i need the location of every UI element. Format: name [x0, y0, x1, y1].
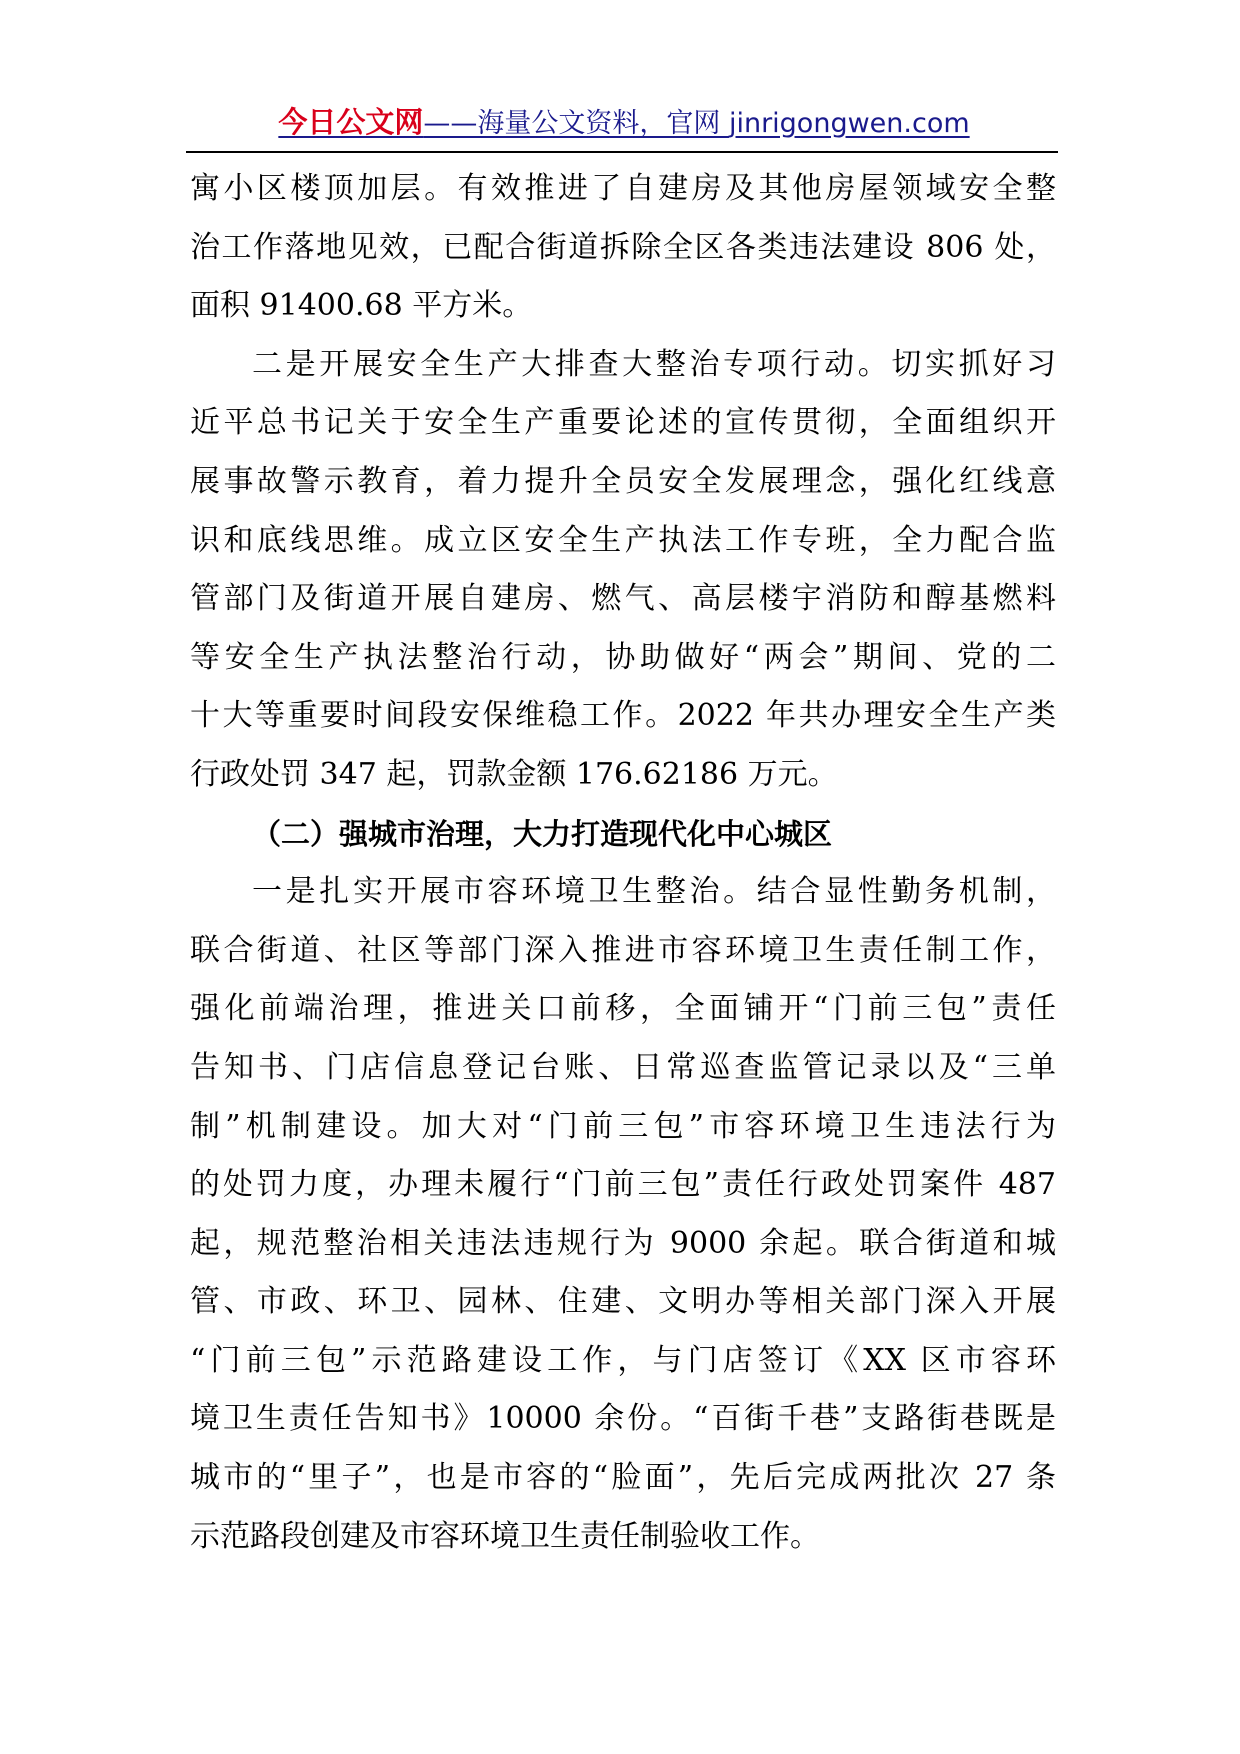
- text-line: 境卫生责任告知书》10000 余份。“百街千巷”支路街巷既是: [190, 1401, 1056, 1437]
- text-line: “门前三包”示范路建设工作，与门店签订《XX 区市容环: [190, 1342, 1056, 1378]
- text-line: 面积 91400.68 平方米。: [190, 288, 533, 324]
- text-line: 的处罚力度，办理未履行“门前三包”责任行政处罚案件 487: [190, 1167, 1056, 1203]
- page-header: [190, 104, 1058, 148]
- text-line: 等安全生产执法整治行动，协助做好“两会”期间、党的二: [190, 639, 1056, 675]
- text-line: 强化前端治理，推进关口前移，全面铺开“门前三包”责任: [190, 991, 1056, 1027]
- text-line: 示范路段创建及市容环境卫生责任制验收工作。: [190, 1518, 820, 1554]
- header-tagline: ——海量公文资料，官网: [423, 108, 729, 139]
- text-line: 城市的“里子”，也是市容的“脸面”，先后完成两批次 27 条: [190, 1460, 1056, 1496]
- text-line: 管部门及街道开展自建房、燃气、高层楼宇消防和醇基燃料: [190, 581, 1056, 617]
- text-line: 识和底线思维。成立区安全生产执法工作专班，全力配合监: [190, 522, 1056, 558]
- text-line: 近平总书记关于安全生产重要论述的宣传贯彻，全面组织开: [190, 405, 1056, 441]
- header-banner: [278, 104, 969, 142]
- text-line: 起，规范整治相关违法违规行为 9000 余起。联合街道和城: [190, 1225, 1056, 1261]
- brand-name: 今日公文网: [278, 105, 424, 139]
- text-line: 联合街道、社区等部门深入推进市容环境卫生责任制工作，: [190, 932, 1056, 968]
- text-line: 二是开展安全生产大排查大整治专项行动。切实抓好习: [252, 346, 1056, 382]
- text-line: 制”机制建设。加大对“门前三包”市容环境卫生违法行为: [190, 1108, 1056, 1144]
- text-line: 一是扎实开展市容环境卫生整治。结合显性勤务机制，: [252, 874, 1056, 910]
- text-line: 治工作落地见效，已配合街道拆除全区各类违法建设 806 处，: [190, 229, 1056, 265]
- text-line: 管、市政、环卫、园林、住建、文明办等相关部门深入开展: [190, 1284, 1056, 1320]
- text-line: 寓小区楼顶加层。有效推进了自建房及其他房屋领域安全整: [190, 171, 1056, 206]
- text-line: 告知书、门店信息登记台账、日常巡查监管记录以及“三单: [190, 1049, 1056, 1085]
- website-link[interactable]: jinrigongwen.com: [728, 108, 970, 139]
- text-line: 十大等重要时间段安保维稳工作。2022 年共办理安全生产类: [190, 698, 1056, 734]
- header-divider: [186, 151, 1058, 153]
- section-heading: （二）强城市治理，大力打造现代化中心城区: [252, 816, 833, 851]
- document-body: [190, 160, 1056, 1566]
- text-line: 展事故警示教育，着力提升全员安全发展理念，强化红线意: [190, 463, 1056, 499]
- text-line: 行政处罚 347 起，罚款金额 176.62186 万元。: [190, 756, 838, 792]
